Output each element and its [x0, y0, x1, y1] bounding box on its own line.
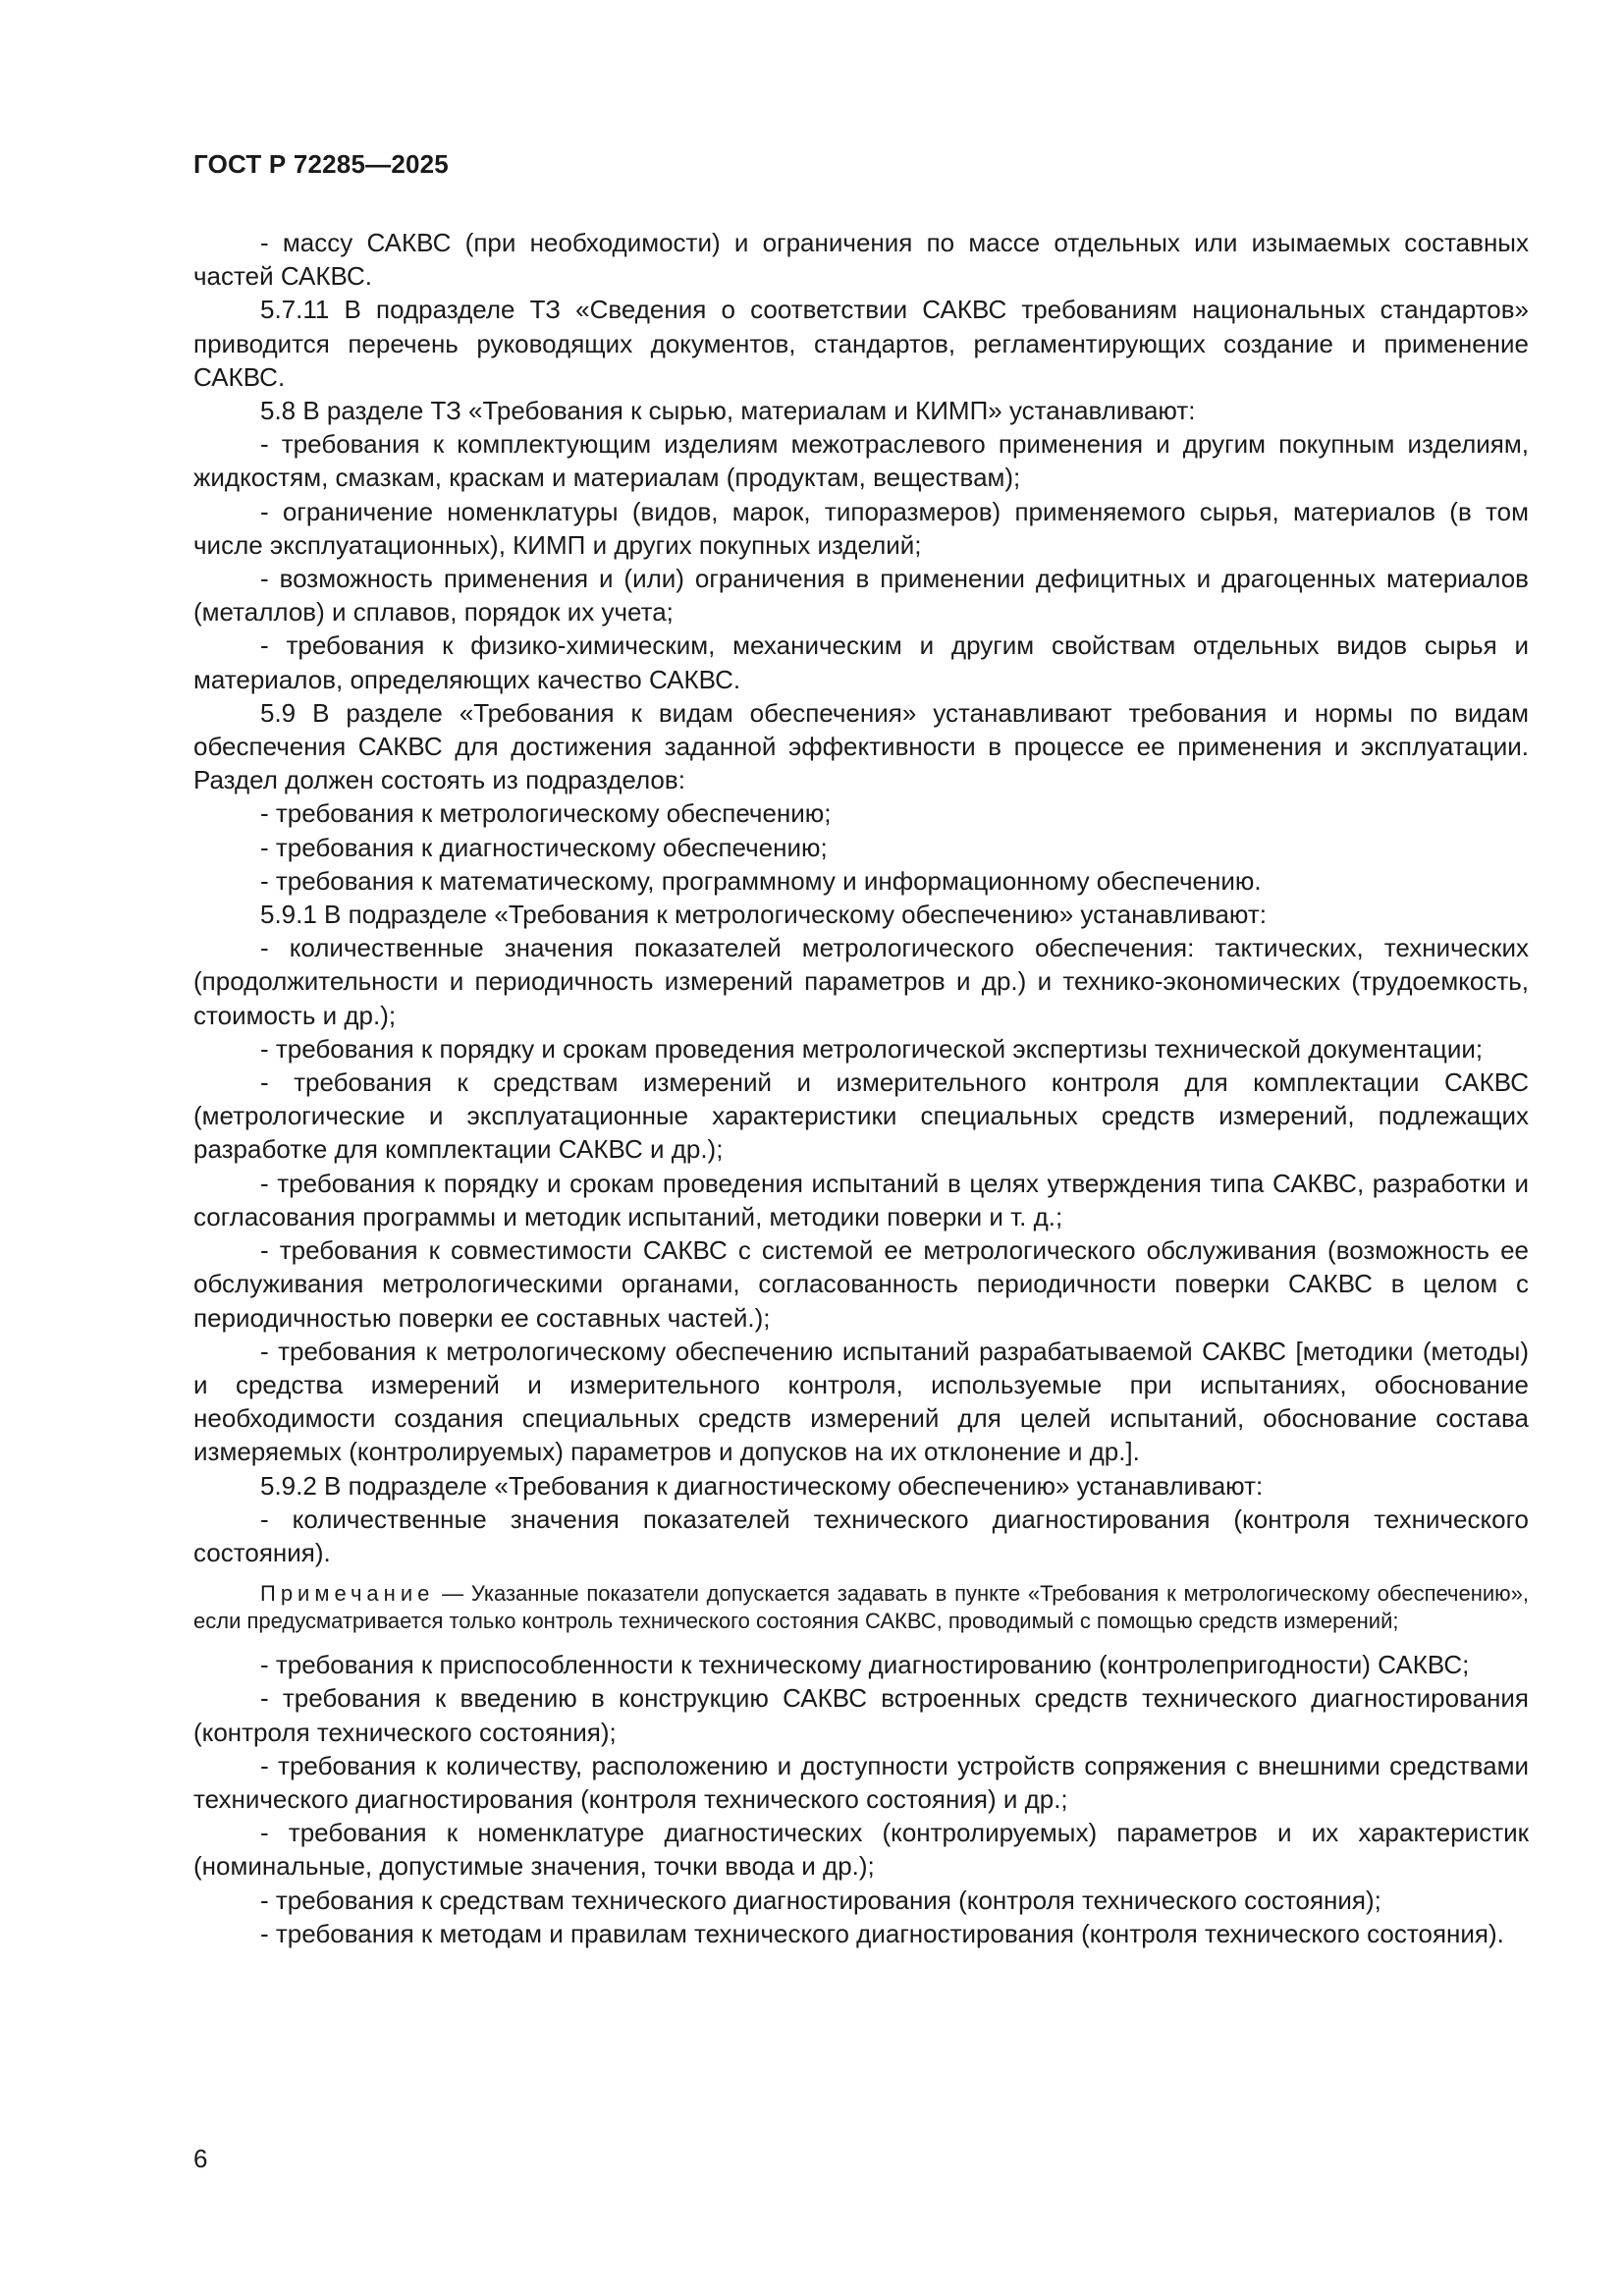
- paragraph: - требования к диагностическому обеспечению;: [260, 832, 828, 862]
- paragraph: 5.8 В разделе ТЗ «Требования к сырью, материалам и КИМП» устанавливают:: [260, 396, 1196, 426]
- paragraph: 5.9.2 В подразделе «Требования к диагностическому обеспечению» устанавливают:: [260, 1470, 1264, 1501]
- paragraph: - требования к метрологическому обеспечению;: [260, 798, 832, 829]
- document-body: [193, 226, 1529, 1950]
- page-number: 6: [193, 2144, 208, 2173]
- note: [193, 1580, 1529, 1635]
- paragraph: - ограничение номенклатуры (видов, марок, типоразмеров) применяемого сырья, материалов (в том числе эксплуатационных), КИМП и других покупных изделий;: [193, 496, 1529, 560]
- paragraph: - требования к средствам технического диагностирования (контроля технического состояния);: [260, 1885, 1381, 1915]
- paragraph: 5.7.11 В подразделе ТЗ «Сведения о соответствии САКВС требованиям национальных стандартов» приводится перечень руководящих документов, стандартов, регламентирующих создание и применение САКВС.: [193, 295, 1529, 392]
- note-text: — Указанные показатели допускается задавать в пункте «Требования к метрологическому обеспечению», если предусматривается только контроль технического состояния САКВС, проводимый с помощью средств измерений;: [193, 1581, 1529, 1634]
- paragraph: - требования к комплектующим изделиям межотраслевого применения и другим покупным изделиям, жидкостям, смазкам, краскам и материалам (продуктам, веществам);: [193, 429, 1529, 493]
- paragraph: - требования к порядку и срокам проведения метрологической экспертизы технической документации;: [260, 1033, 1484, 1064]
- paragraph: - возможность применения и (или) ограничения в применении дефицитных и драгоценных материалов (металлов) и сплавов, порядок их учета;: [193, 564, 1529, 628]
- paragraph: - требования к введению в конструкцию САКВС встроенных средств технического диагностирования (контроля технического состояния);: [193, 1683, 1529, 1747]
- paragraph: - требования к порядку и срокам проведения испытаний в целях утверждения типа САКВС, разработки и согласования программы и методик испытаний, методики поверки и т. д.;: [193, 1168, 1529, 1231]
- paragraph: - требования к приспособленности к техническому диагностированию (контролепригодности) САКВС;: [260, 1650, 1470, 1680]
- paragraph: - требования к средствам измерений и измерительного контроля для комплектации САКВС (метрологические и эксплуатационные характеристики специальных средств измерений, подлежащих разработке для комплектации САКВС и др.);: [193, 1067, 1529, 1165]
- paragraph: - требования к методам и правилам технического диагностирования (контроля технического состояния).: [260, 1918, 1504, 1948]
- document-header: ГОСТ Р 72285—2025: [193, 149, 449, 179]
- paragraph: - количественные значения показателей метрологического обеспечения: тактических, технических (продолжительности и периодичность измерений параметров и др.) и технико-экономических (трудоемкость, стоимость и др.);: [193, 933, 1529, 1030]
- paragraph: - количественные значения показателей технического диагностирования (контроля технического состояния).: [193, 1503, 1529, 1567]
- paragraph: - требования к совместимости САКВС с системой ее метрологического обслуживания (возможность ее обслуживания метрологическими органами, согласованность периодичности поверки САКВС в целом с периодичностью поверки ее составных частей.);: [193, 1235, 1529, 1333]
- paragraph: - требования к количеству, расположению и доступности устройств сопряжения с внешними средствами технического диагностирования (контроля технического состояния) и др.;: [193, 1750, 1529, 1814]
- note-label: Примечание: [260, 1581, 435, 1607]
- paragraph: - требования к математическому, программному и информационному обеспечению.: [260, 865, 1262, 896]
- paragraph: 5.9.1 В подразделе «Требования к метрологическому обеспечению» устанавливают:: [260, 900, 1267, 930]
- paragraph: - требования к физико-химическим, механическим и другим свойствам отдельных видов сырья и материалов, определяющих качество САКВС.: [193, 630, 1529, 694]
- paragraph: - массу САКВС (при необходимости) и ограничения по массе отдельных или изымаемых составных частей САКВС.: [193, 228, 1529, 292]
- paragraph: - требования к метрологическому обеспечению испытаний разрабатываемой САКВС [методики (методы) и средства измерений и измерительного контроля, используемые при испытаниях, обоснование необходимости создания специальных средств измерений для целей испытаний, обоснование состава измеряемых (контролируемых) параметров и допусков на их отклонение и др.].: [193, 1336, 1529, 1467]
- paragraph: - требования к номенклатуре диагностических (контролируемых) параметров и их характеристик (номинальные, допустимые значения, точки ввода и др.);: [193, 1818, 1529, 1882]
- paragraph: 5.9 В разделе «Требования к видам обеспечения» устанавливают требования и нормы по видам обеспечения САКВС для достижения заданной эффективности в процессе ее применения и эксплуатации. Раздел должен состоять из подразделов:: [193, 697, 1529, 795]
